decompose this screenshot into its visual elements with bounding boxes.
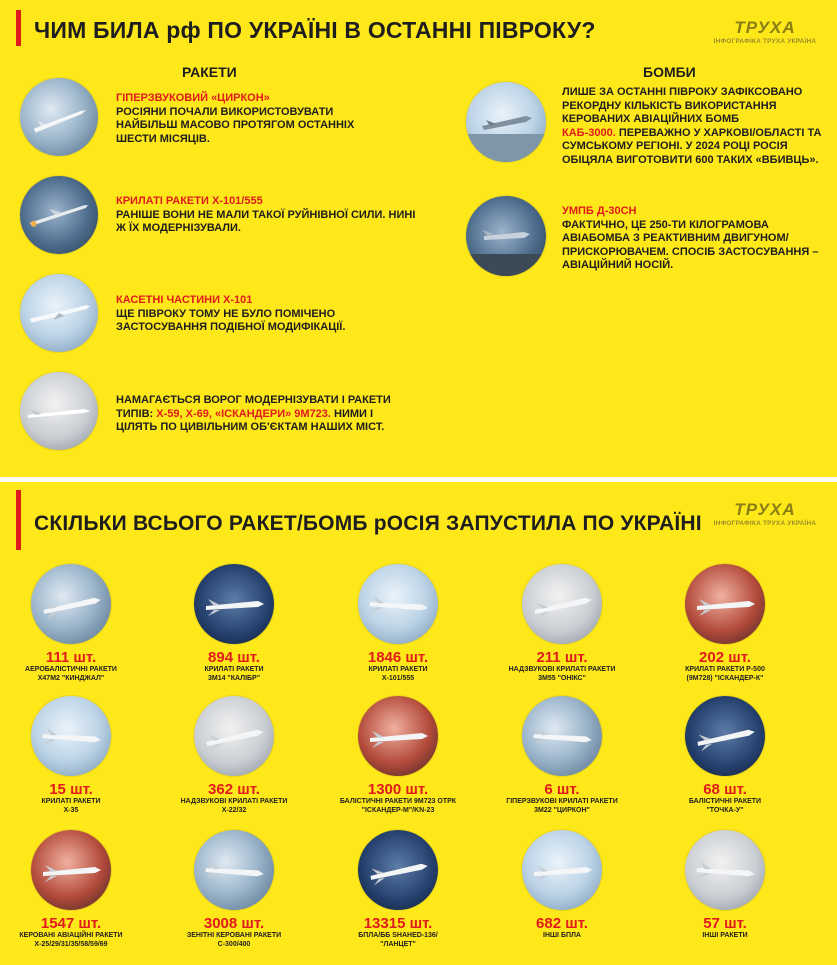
stat-count: 202 шт. <box>699 649 751 666</box>
rocket-text-4b: НИМИ І ЦІЛЯТЬ ПО ЦИВІЛЬНИМ ОБ'ЄКТАМ НАШИХ МІСТ. <box>116 407 385 433</box>
air-missile-icon <box>31 830 111 910</box>
kh101-missile-icon <box>358 564 438 644</box>
stat-label-line1: БАЛІСТИЧНІ РАКЕТИ <box>688 798 762 805</box>
stat-label-line2: 3М55 "ОНІКС" <box>538 674 586 682</box>
stat-item <box>0 782 151 815</box>
rocket-name-1: ГІПЕРЗВУКОВИЙ «ЦИРКОН» <box>116 92 270 104</box>
stat-label-line2: (9М728) "ІСКАНДЕР-К" <box>686 674 764 682</box>
stat-item <box>154 650 314 683</box>
stat-label-line1: ЗЕНІТНІ КЕРОВАНІ РАКЕТИ <box>186 932 282 939</box>
stat-item <box>645 782 805 815</box>
stat-label-line2: С-300/400 <box>217 940 251 948</box>
stat-item <box>318 916 478 949</box>
stat-label-line2: Х-25/29/31/35/58/59/69 <box>34 940 108 948</box>
stat-item <box>154 916 314 949</box>
stat-item <box>0 650 151 683</box>
top-panel <box>0 0 837 477</box>
stat-count: 15 шт. <box>49 781 93 798</box>
bomb-name-2: УМПБ Д-30СН <box>562 205 637 217</box>
stat-count: 13315 шт. <box>363 915 433 932</box>
stat-label-line1: БПЛА/ББ SHAHED-136/ <box>358 932 438 939</box>
rocket-text-2: РАНІШЕ ВОНИ НЕ МАЛИ ТАКОЇ РУЙНІВНОЇ СИЛИ. НИНІ Ж ЇХ МОДЕРНІЗУВАЛИ. <box>116 208 416 234</box>
bomb-text-1c: 600 ТАКИХ «ВБИВЦЬ». <box>695 153 819 166</box>
stat-label-line1: КЕРОВАНІ АВІАЦІЙНІ РАКЕТИ <box>19 932 123 939</box>
stat-label-line2: Х-101/555 <box>381 674 415 682</box>
rocket-desc-3 <box>116 294 396 335</box>
stat-item <box>645 650 805 683</box>
stat-count: 362 шт. <box>208 781 260 798</box>
kh59-image-icon <box>20 372 98 450</box>
rocket-desc-2 <box>116 195 416 236</box>
rocket-highlight-4: Х-59, Х-69, «ІСКАНДЕРИ» 9М723. <box>156 407 331 420</box>
rocket-desc-1 <box>116 92 386 146</box>
bottom-logo-mark: ТРУХА <box>734 500 796 519</box>
stat-label-line2: 3М14 "КАЛІБР" <box>207 674 261 682</box>
kalibr-missile-icon <box>194 564 274 644</box>
stat-label-line1: АЕРОБАЛІСТИЧНІ РАКЕТИ <box>25 666 117 673</box>
shahed-drone-icon <box>358 830 438 910</box>
rocket-text-3: ЩЕ ПІВРОКУ ТОМУ НЕ БУЛО ПОМІЧЕНО ЗАСТОСУВАННЯ ПОДІБНОЇ МОДИФІКАЦІЇ. <box>116 307 346 333</box>
stat-label-line1: КРИЛАТІ РАКЕТИ <box>368 666 428 673</box>
stat-label-line2: Х-22/32 <box>221 806 247 814</box>
rockets-heading: РАКЕТИ <box>182 64 237 80</box>
stat-count: 68 шт. <box>703 781 747 798</box>
stat-count: 682 шт. <box>536 915 588 932</box>
other-missiles-icon <box>685 830 765 910</box>
zircon-image-icon <box>20 78 98 156</box>
stat-label-line1: БАЛІСТИЧНІ РАКЕТИ 9М723 ОТРК <box>339 798 457 805</box>
bottom-title: СКІЛЬКИ ВСЬОГО РАКЕТ/БОМБ рОСІЯ ЗАПУСТИЛА ПО УКРАЇНІ <box>34 512 702 535</box>
stat-label-line1: КРИЛАТІ РАКЕТИ <box>41 798 101 805</box>
bomb-desc-2 <box>562 205 822 273</box>
stat-label-line2: "ІСКАНДЕР-М"/KN-23 <box>361 806 435 814</box>
logo <box>705 18 825 45</box>
kh35-missile-icon <box>31 696 111 776</box>
bottom-title-accent-bar <box>16 490 21 550</box>
stat-count: 6 шт. <box>544 781 580 798</box>
stat-count: 1846 шт. <box>367 649 429 666</box>
stat-label-line2: 3М22 "ЦИРКОН" <box>534 806 590 814</box>
stat-label-line2: "ТОЧКА-У" <box>706 806 744 814</box>
stat-label-line1: КРИЛАТІ РАКЕТИ Р-500 <box>685 666 765 673</box>
bomb-highlight-1: КАБ-3000. <box>562 126 616 139</box>
stat-item <box>318 650 478 683</box>
bomb-text-1b: ПЕРЕВАЖНО У ХАРКОВІ/ОБЛАСТІ ТА СУМСЬКОМУ РЕГІОНІ. У 2024 РОЦІ РОСІЯ ОБІЦЯЛА ВИГОТОВИТИ <box>562 126 822 166</box>
stat-label-line1: НАДЗВУКОВІ КРИЛАТІ РАКЕТИ <box>180 798 288 805</box>
rocket-text-1: РОСІЯНИ ПОЧАЛИ ВИКОРИСТОВУВАТИ НАЙБІЛЬШ МАСОВО ПРОТЯГОМ ОСТАННІХ ШЕСТИ МІСЯЦІВ. <box>116 105 355 145</box>
stat-label-line1: ІНШІ РАКЕТИ <box>702 932 748 939</box>
stat-label-line1: ІНШІ БПЛА <box>543 932 581 939</box>
stat-label-line1: ГІПЕРЗВУКОВІ КРИЛАТІ РАКЕТИ <box>506 798 618 805</box>
kab3000-image-icon <box>466 82 546 162</box>
bomb-desc-1 <box>562 86 832 167</box>
iskander-k-missile-icon <box>685 564 765 644</box>
stat-count: 1547 шт. <box>40 915 102 932</box>
stat-label-line2: Х47М2 "КИНДЖАЛ" <box>37 674 105 682</box>
rocket-name-2: КРИЛАТІ РАКЕТИ Х-101/555 <box>116 195 263 207</box>
stat-label-line1: НАДЗВУКОВІ КРИЛАТІ РАКЕТИ <box>508 666 616 673</box>
stat-label-line1: КРИЛАТІ РАКЕТИ <box>204 666 264 673</box>
uav-drone-icon <box>522 830 602 910</box>
kinzhal-missile-icon <box>31 564 111 644</box>
stat-count: 211 шт. <box>536 649 588 666</box>
rocket-name-3: КАСЕТНІ ЧАСТИНИ Х-101 <box>116 294 253 306</box>
stat-item <box>482 916 642 941</box>
stat-item <box>482 782 642 815</box>
oniks-missile-icon <box>522 564 602 644</box>
kh101-image-icon <box>20 176 98 254</box>
logo-subtitle: ІНФОГРАФІКА ТРУХА УКРАЇНА <box>713 38 817 45</box>
cluster-image-icon <box>20 274 98 352</box>
stat-item <box>482 650 642 683</box>
stat-count: 111 шт. <box>45 649 97 666</box>
kh22-missile-icon <box>194 696 274 776</box>
iskander-m-missile-icon <box>358 696 438 776</box>
zircon-missile-icon <box>522 696 602 776</box>
bottom-logo-subtitle: ІНФОГРАФІКА ТРУХА УКРАЇНА <box>713 520 817 527</box>
bomb-text-2: ФАКТИЧНО, ЦЕ 250-ТИ КІЛОГРАМОВА АВІАБОМБА З РЕАКТИВНИМ ДВИГУНОМ/ПРИСКОРЮВАЧЕМ. СПОСІБ ЗАСТОСУВАННЯ – АВІАЦІЙНИЙ НОСІЙ. <box>562 218 819 271</box>
stat-count: 57 шт. <box>703 915 747 932</box>
top-title: ЧИМ БИЛА рф ПО УКРАЇНІ В ОСТАННІ ПІВРОКУ? <box>34 17 596 43</box>
tochka-missile-icon <box>685 696 765 776</box>
stat-item <box>645 916 805 941</box>
stat-count: 3008 шт. <box>203 915 265 932</box>
bomb-text-1a: ЛИШЕ ЗА ОСТАННІ ПІВРОКУ ЗАФІКСОВАНО РЕКОРДНУ КІЛЬКІСТЬ ВИКОРИСТАННЯ КЕРОВАНИХ АВІАЦІЙНИХ БОМБ <box>562 86 803 125</box>
rocket-text-4a: НАМАГАЄТЬСЯ ВОРОГ МОДЕРНІЗУВАТИ І РАКЕТИ ТИПІВ: <box>116 394 391 420</box>
stat-count: 1300 шт. <box>367 781 429 798</box>
title-accent-bar <box>16 10 21 46</box>
bottom-logo <box>705 500 825 527</box>
stat-label-line2: Х-35 <box>63 806 79 814</box>
d30sn-image-icon <box>466 196 546 276</box>
s300-missile-icon <box>194 830 274 910</box>
stat-item <box>0 916 151 949</box>
rocket-desc-4 <box>116 394 416 435</box>
stat-label-line2: "ЛАНЦЕТ" <box>380 940 416 948</box>
bottom-panel <box>0 482 837 965</box>
logo-mark: ТРУХА <box>734 18 796 37</box>
bombs-heading: БОМБИ <box>643 64 696 80</box>
stat-item <box>154 782 314 815</box>
stat-count: 894 шт. <box>208 649 260 666</box>
stat-item <box>318 782 478 815</box>
